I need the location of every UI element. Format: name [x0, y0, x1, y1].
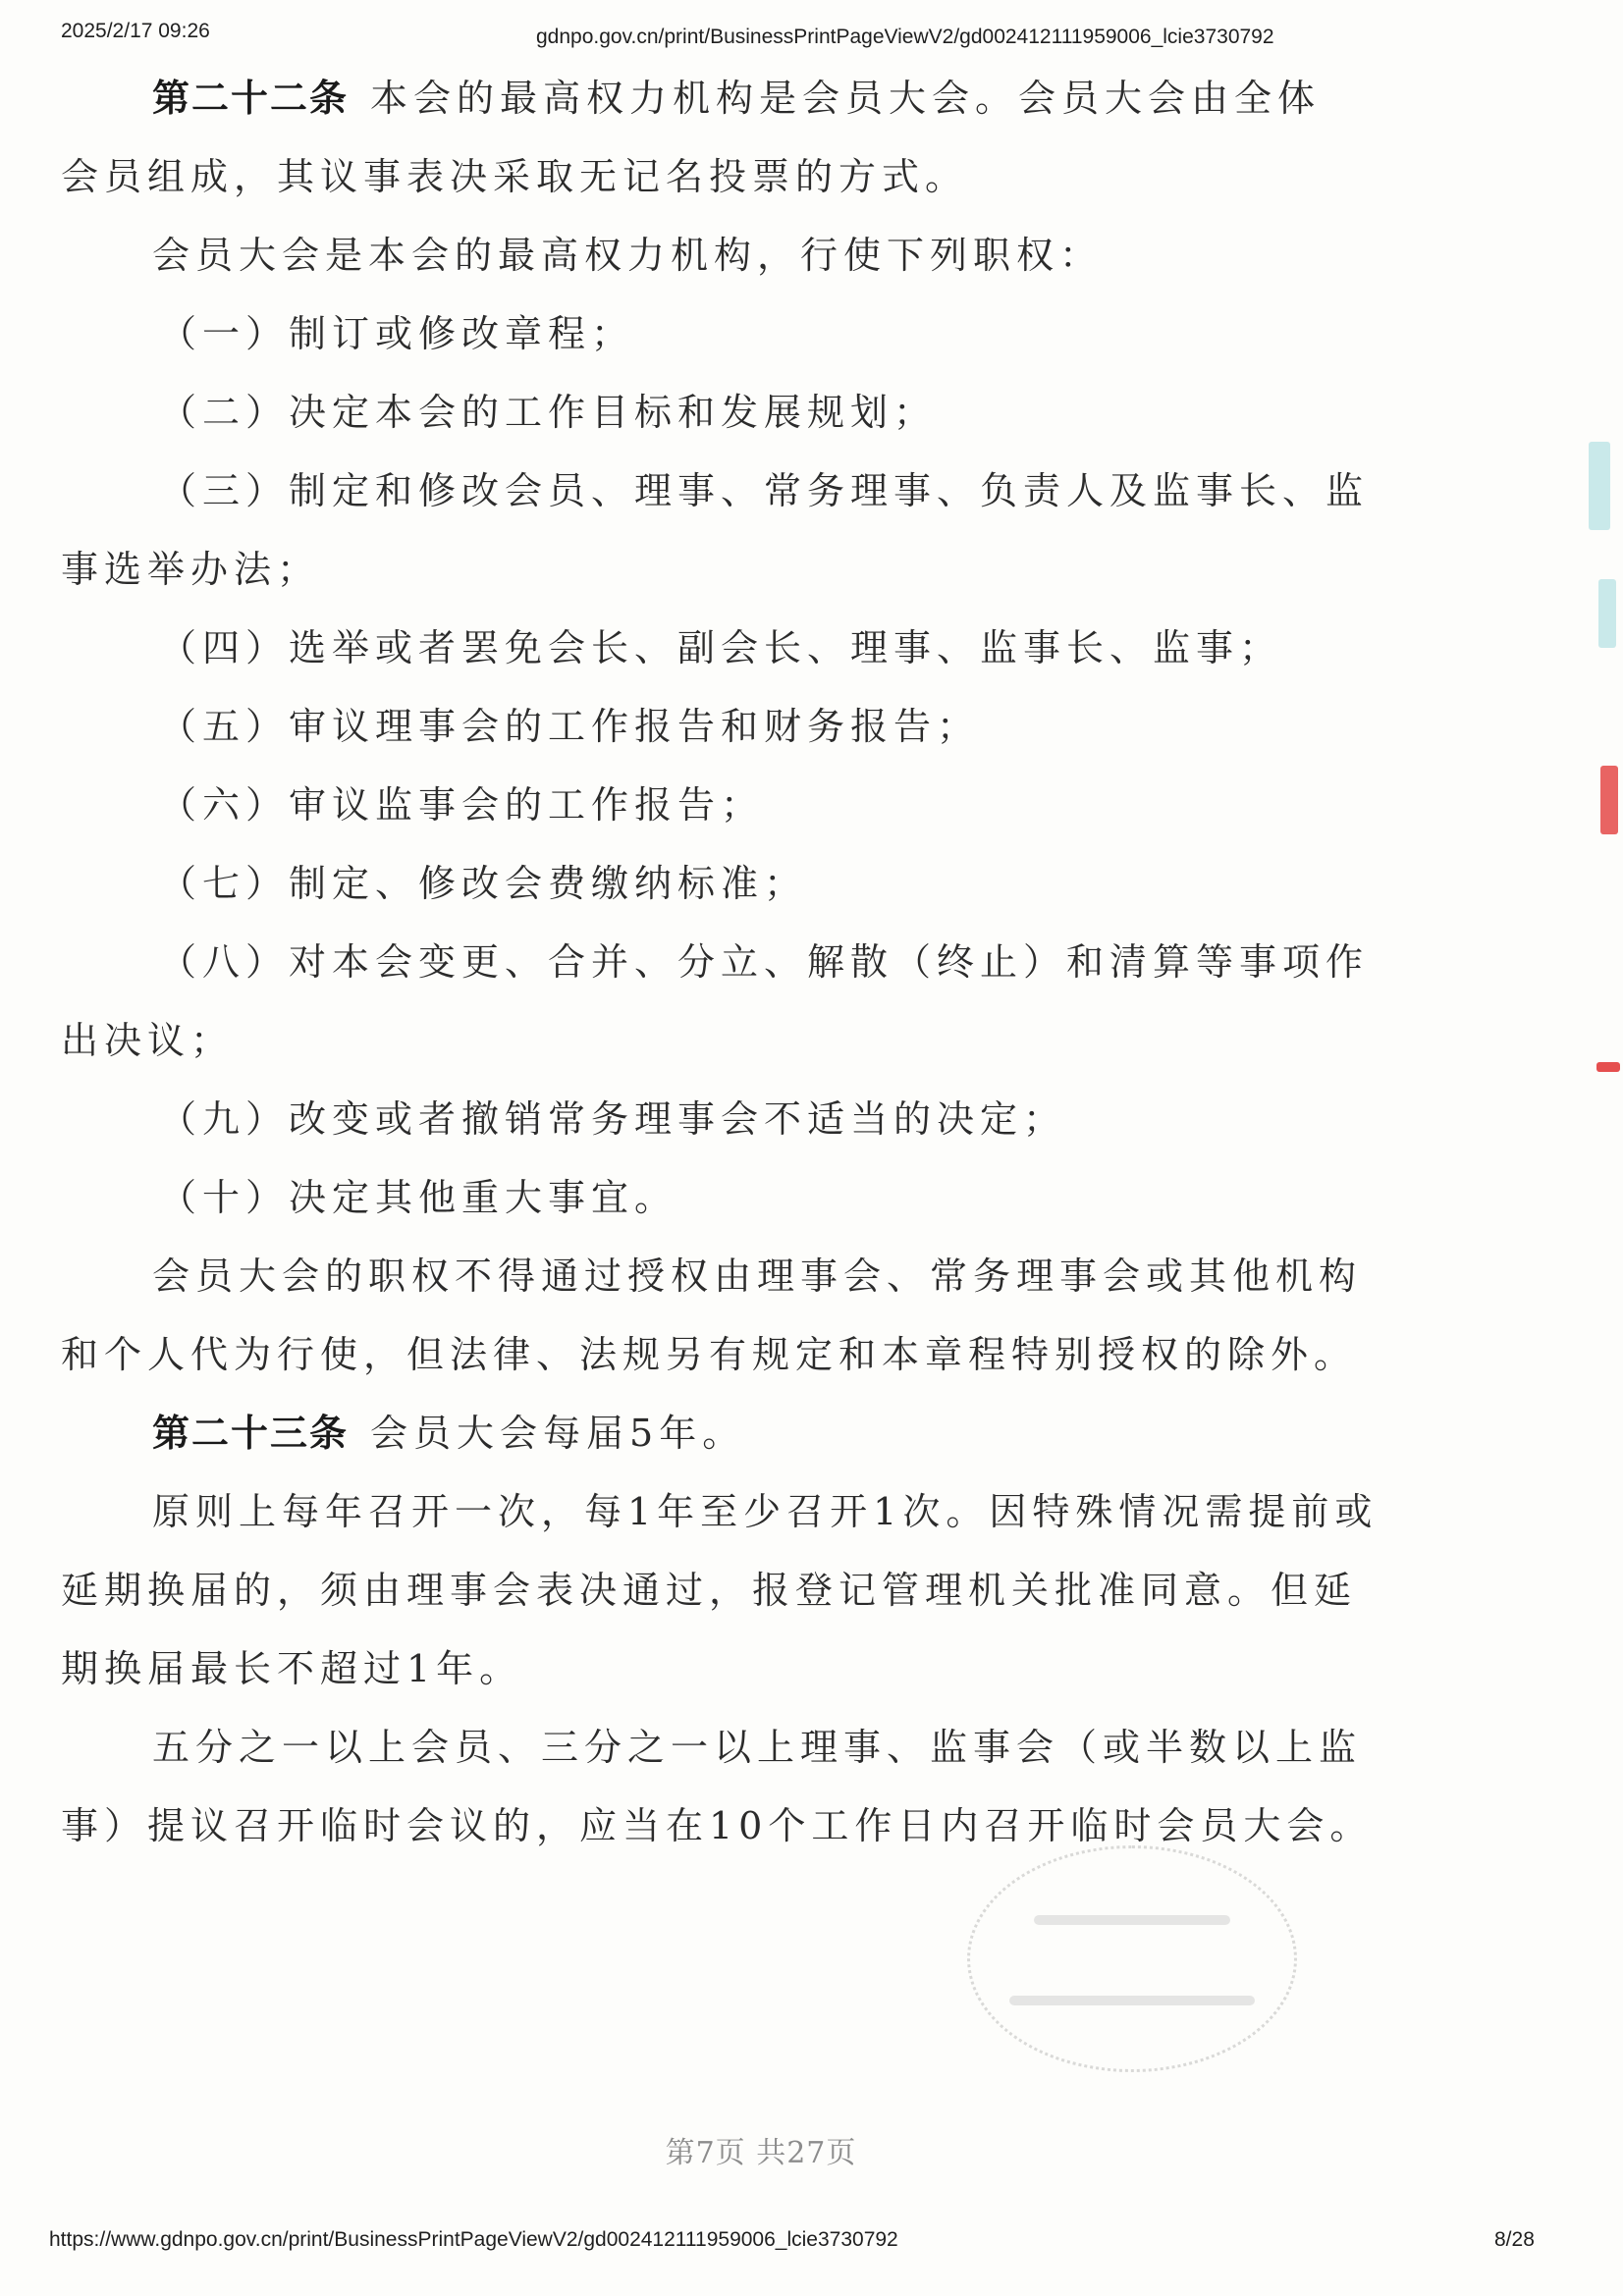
power-item-3: （三）制定和修改会员、理事、常务理事、负责人及监事长、监 — [159, 469, 1370, 512]
power-item-5: （五）审议理事会的工作报告和财务报告； — [159, 705, 981, 748]
article-23-para1-line-1: 原则上每年召开一次，每1年至少召开1次。因特殊情况需提前或 — [152, 1490, 1379, 1533]
power-item-6: （六）审议监事会的工作报告； — [159, 783, 765, 827]
page-number: 第7页 共27页 — [665, 2136, 857, 2170]
power-item-7: （七）制定、修改会费缴纳标准； — [159, 862, 808, 905]
powers-intro: 会员大会是本会的最高权力机构，行使下列职权： — [152, 234, 1104, 277]
article-22-number: 第二十二条 — [152, 77, 350, 120]
power-item-2: （二）决定本会的工作目标和发展规划； — [159, 391, 938, 434]
article-22-line-2: 会员组成，其议事表决采取无记名投票的方式。 — [61, 155, 969, 198]
power-item-9: （九）改变或者撤销常务理事会不适当的决定； — [159, 1097, 1067, 1141]
article-23-line-1: 第二十三条 会员大会每届5年。 — [152, 1412, 746, 1455]
article-22-line-1: 第二十二条 本会的最高权力机构是会员大会。会员大会由全体 — [152, 77, 1322, 120]
closing-line-1: 会员大会的职权不得通过授权由理事会、常务理事会或其他机构 — [152, 1255, 1363, 1298]
footer-url: https://www.gdnpo.gov.cn/print/BusinessPrintPageViewV2/gd002412111959006_lcie3730792 — [49, 2228, 898, 2251]
article-23-para1-line-2: 延期换届的，须由理事会表决通过，报登记管理机关批准同意。但延 — [61, 1569, 1358, 1612]
seal-fragment-red-2 — [1596, 1062, 1620, 1072]
article-23-para2-line-1: 五分之一以上会员、三分之一以上理事、监事会（或半数以上监 — [152, 1726, 1363, 1769]
power-item-8: （八）对本会变更、合并、分立、解散（终止）和清算等事项作 — [159, 940, 1370, 984]
power-item-3-cont: 事选举办法； — [61, 548, 321, 591]
faded-seal-stamp — [967, 1845, 1297, 2072]
article-23-number: 第二十三条 — [152, 1412, 350, 1455]
power-item-8-cont: 出决议； — [61, 1019, 235, 1062]
seal-fragment-cyan-2 — [1598, 579, 1616, 648]
closing-line-2: 和个人代为行使，但法律、法规另有规定和本章程特别授权的除外。 — [61, 1333, 1358, 1376]
seal-fragment-red — [1600, 766, 1618, 834]
power-item-10: （十）决定其他重大事宜。 — [159, 1176, 678, 1219]
power-item-1: （一）制订或修改章程； — [159, 312, 635, 355]
article-23-para1-line-3: 期换届最长不超过1年。 — [61, 1647, 523, 1690]
print-timestamp: 2025/2/17 09:26 — [61, 20, 210, 42]
seal-fragment-cyan — [1589, 442, 1610, 530]
header-url: gdnpo.gov.cn/print/BusinessPrintPageViewV2/gd002412111959006_lcie3730792 — [536, 26, 1274, 48]
power-item-4: （四）选举或者罢免会长、副会长、理事、监事长、监事； — [159, 626, 1283, 669]
article-23-para2-line-2: 事）提议召开临时会议的，应当在10个工作日内召开临时会员大会。 — [61, 1804, 1374, 1847]
footer-page-count: 8/28 — [1494, 2228, 1535, 2251]
